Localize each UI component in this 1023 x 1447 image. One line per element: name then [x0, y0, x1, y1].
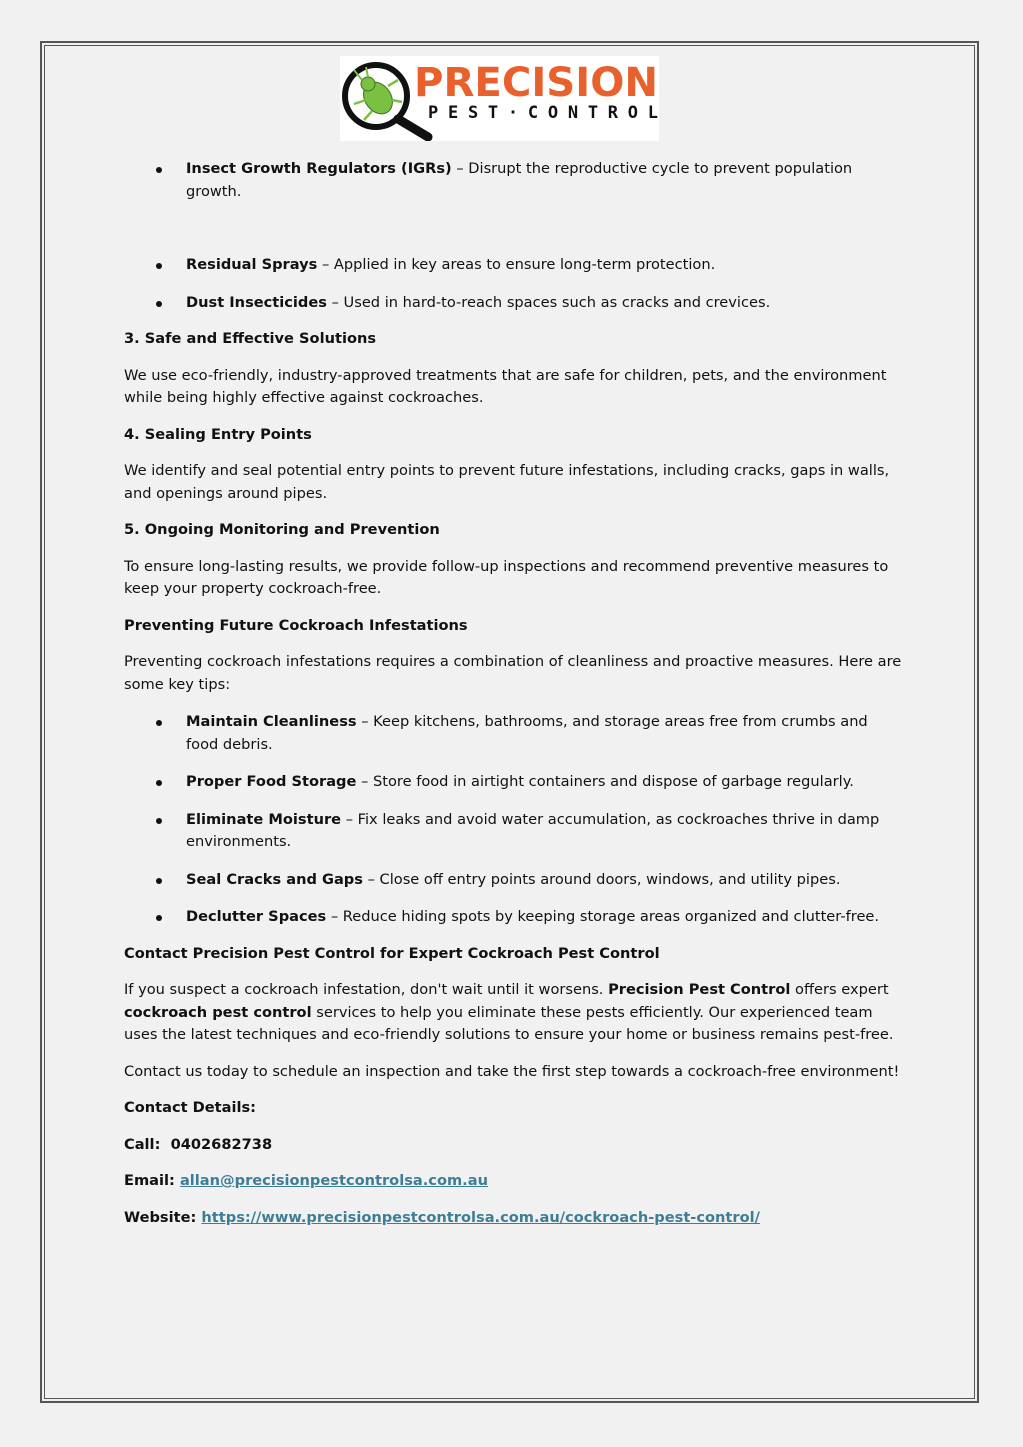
- list-item: Dust Insecticides – Used in hard-to-reach spaces such as cracks and crevices.: [124, 292, 904, 315]
- section-text: Preventing cockroach infestations requires a combination of cleanliness and proactive measures. Here are some key tips:: [124, 653, 902, 693]
- section-heading: 5. Ongoing Monitoring and Prevention: [124, 521, 440, 538]
- email-line: Email: allan@precisionpestcontrolsa.com.au: [124, 1172, 488, 1189]
- section-text: We identify and seal potential entry points to prevent future infestations, including cracks, gaps in walls, and openings around pipes.: [124, 462, 890, 502]
- list-item: Residual Sprays – Applied in key areas to ensure long-term protection.: [124, 254, 904, 277]
- contact-details-label: Contact Details:: [124, 1099, 257, 1116]
- section-heading: 3. Safe and Effective Solutions: [124, 330, 377, 347]
- list-item: Declutter Spaces – Reduce hiding spots by keeping storage areas organized and clutter-free.: [124, 906, 904, 929]
- email-link[interactable]: allan@precisionpestcontrolsa.com.au: [179, 1172, 488, 1189]
- list-item: Eliminate Moisture – Fix leaks and avoid water accumulation, as cockroaches thrive in damp environments.: [124, 809, 904, 854]
- section-text: To ensure long-lasting results, we provide follow-up inspections and recommend preventive measures to keep your property cockroach-free.: [124, 557, 889, 597]
- phone-number: 0402682738: [170, 1135, 273, 1153]
- document-body: [124, 158, 904, 1229]
- website-link[interactable]: https://www.precisionpestcontrolsa.com.au/cockroach-pest-control/: [201, 1208, 760, 1226]
- section-heading: Contact Precision Pest Control for Expert Cockroach Pest Control: [124, 944, 660, 962]
- section-text: We use eco-friendly, industry-approved treatments that are safe for children, pets, and the environment while being highly effective against cockroaches.: [124, 366, 887, 406]
- list-item: Maintain Cleanliness – Keep kitchens, bathrooms, and storage areas free from crumbs and food debris.: [124, 711, 904, 756]
- tips-list: [124, 711, 904, 929]
- section-heading: Preventing Future Cockroach Infestations: [124, 616, 468, 634]
- section-text: If you suspect a cockroach infestation, don't wait until it worsens. Precision Pest Control offers expert cockroach pest control services to help you eliminate these pests efficiently. Our experienced team uses the latest techniques and eco-friendly solutions to ensure your home or business remains pest-free.: [124, 981, 894, 1043]
- list-item: Proper Food Storage – Store food in airtight containers and dispose of garbage regularly.: [124, 771, 904, 794]
- list-item: Insect Growth Regulators (IGRs) – Disrupt the reproductive cycle to prevent population growth.: [124, 158, 904, 203]
- logo-word-precision: PRECISION: [414, 60, 658, 106]
- section-text: Contact us today to schedule an inspection and take the first step towards a cockroach-free environment!: [124, 1062, 900, 1080]
- section-heading: 4. Sealing Entry Points: [124, 425, 312, 443]
- website-line: Website: https://www.precisionpestcontrolsa.com.au/cockroach-pest-control/: [124, 1208, 760, 1226]
- logo-word-pest-control: PEST·CONTROL: [428, 103, 658, 123]
- list-item: Seal Cracks and Gaps – Close off entry points around doors, windows, and utility pipes.: [124, 869, 904, 892]
- treatment-list: [124, 158, 904, 314]
- company-logo: [340, 56, 659, 141]
- phone-line: Call: 0402682738: [124, 1135, 273, 1153]
